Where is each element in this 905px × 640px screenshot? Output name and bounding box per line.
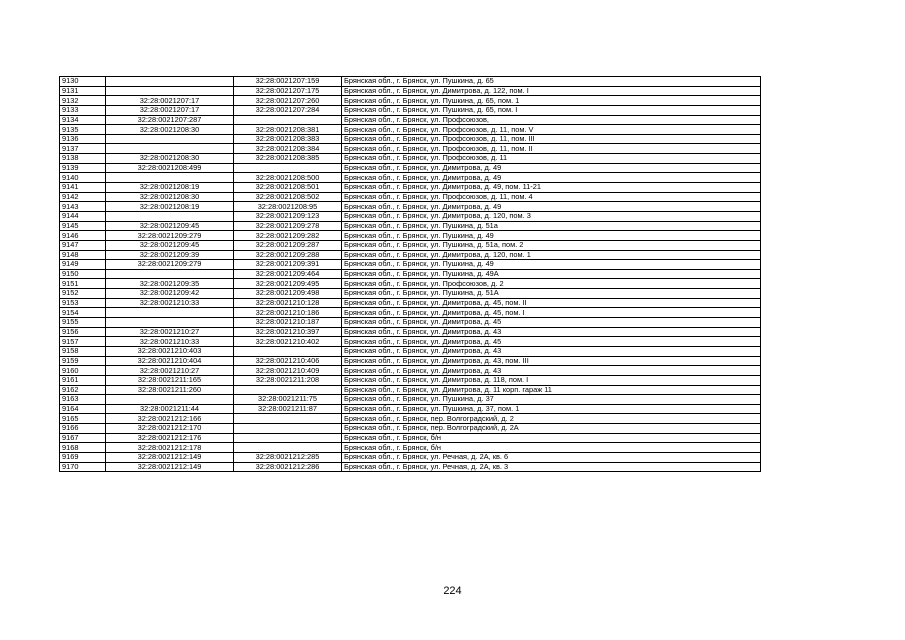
table-row: [60, 433, 761, 443]
parcel-number-cell: [106, 318, 234, 328]
table-row: [60, 452, 761, 462]
row-number-cell: 9146: [60, 231, 106, 241]
address-cell: Брянская обл., г. Брянск, ул. Пушкина, д. 65: [342, 77, 761, 87]
table-row: [60, 173, 761, 183]
table-row: [60, 77, 761, 87]
object-number-cell: 32:28:0021208:500: [234, 173, 342, 183]
row-number-cell: 9151: [60, 279, 106, 289]
row-number-cell: 9156: [60, 327, 106, 337]
parcel-number-cell: [106, 86, 234, 96]
table-row: [60, 366, 761, 376]
object-number-cell: 32:28:0021210:186: [234, 308, 342, 318]
object-number-cell: 32:28:0021212:285: [234, 452, 342, 462]
address-cell: Брянская обл., г. Брянск, ул. Профсоюзов, д. 11, пом. V: [342, 125, 761, 135]
parcel-number-cell: 32:28:0021211:165: [106, 375, 234, 385]
address-cell: Брянская обл., г. Брянск, ул. Профсоюзов,: [342, 115, 761, 125]
object-number-cell: 32:28:0021210:397: [234, 327, 342, 337]
row-number-cell: 9165: [60, 414, 106, 424]
parcel-number-cell: 32:28:0021212:166: [106, 414, 234, 424]
object-number-cell: 32:28:0021209:391: [234, 260, 342, 270]
parcel-number-cell: 32:28:0021208:499: [106, 163, 234, 173]
parcel-number-cell: 32:28:0021207:17: [106, 96, 234, 106]
parcel-number-cell: 32:28:0021209:42: [106, 289, 234, 299]
object-number-cell: 32:28:0021207:159: [234, 77, 342, 87]
object-number-cell: [234, 385, 342, 395]
address-cell: Брянская обл., г. Брянск, б/н: [342, 443, 761, 453]
object-number-cell: 32:28:0021212:286: [234, 462, 342, 472]
address-cell: Брянская обл., г. Брянск, ул. Димитрова, д. 45: [342, 318, 761, 328]
row-number-cell: 9137: [60, 144, 106, 154]
table-row: [60, 395, 761, 405]
address-cell: Брянская обл., г. Брянск, ул. Димитрова, д. 49: [342, 173, 761, 183]
address-cell: Брянская обл., г. Брянск, ул. Димитрова, д. 43, пом. III: [342, 356, 761, 366]
object-number-cell: [234, 433, 342, 443]
row-number-cell: 9140: [60, 173, 106, 183]
table-row: [60, 327, 761, 337]
table-row: [60, 250, 761, 260]
parcel-number-cell: 32:28:0021210:33: [106, 337, 234, 347]
row-number-cell: 9138: [60, 154, 106, 164]
object-number-cell: 32:28:0021207:260: [234, 96, 342, 106]
table-row: [60, 221, 761, 231]
address-cell: Брянская обл., г. Брянск, ул. Речная, д. 2А, кв. 3: [342, 462, 761, 472]
address-cell: Брянская обл., г. Брянск, ул. Димитрова, д. 45: [342, 337, 761, 347]
parcel-number-cell: [106, 211, 234, 221]
object-number-cell: 32:28:0021209:498: [234, 289, 342, 299]
row-number-cell: 9132: [60, 96, 106, 106]
table-row: [60, 134, 761, 144]
object-number-cell: 32:28:0021209:464: [234, 269, 342, 279]
row-number-cell: 9170: [60, 462, 106, 472]
object-number-cell: 32:28:0021209:287: [234, 240, 342, 250]
table-row: [60, 86, 761, 96]
parcel-number-cell: 32:28:0021209:39: [106, 250, 234, 260]
parcel-number-cell: 32:28:0021208:19: [106, 202, 234, 212]
parcel-number-cell: [106, 269, 234, 279]
table-row: [60, 105, 761, 115]
address-cell: Брянская обл., г. Брянск, ул. Пушкина, д. 49А: [342, 269, 761, 279]
address-cell: Брянская обл., г. Брянск, ул. Димитрова, д. 49: [342, 202, 761, 212]
address-cell: Брянская обл., г. Брянск, ул. Пушкина, д. 51А: [342, 289, 761, 299]
object-number-cell: [234, 115, 342, 125]
table-row: [60, 375, 761, 385]
row-number-cell: 9161: [60, 375, 106, 385]
parcel-number-cell: [106, 134, 234, 144]
table-row: [60, 462, 761, 472]
parcel-number-cell: 32:28:0021212:149: [106, 462, 234, 472]
address-cell: Брянская обл., г. Брянск, ул. Димитрова, д. 45, пом. II: [342, 298, 761, 308]
table-row: [60, 424, 761, 434]
table-row: [60, 125, 761, 135]
address-cell: Брянская обл., г. Брянск, ул. Димитрова, д. 118, пом. I: [342, 375, 761, 385]
row-number-cell: 9145: [60, 221, 106, 231]
table-row: [60, 279, 761, 289]
object-number-cell: 32:28:0021207:284: [234, 105, 342, 115]
parcel-number-cell: [106, 144, 234, 154]
row-number-cell: 9131: [60, 86, 106, 96]
parcel-number-cell: 32:28:0021210:27: [106, 366, 234, 376]
row-number-cell: 9150: [60, 269, 106, 279]
address-cell: Брянская обл., г. Брянск, ул. Пушкина, д. 37, пом. 1: [342, 404, 761, 414]
object-number-cell: 32:28:0021210:409: [234, 366, 342, 376]
object-number-cell: 32:28:0021209:282: [234, 231, 342, 241]
row-number-cell: 9141: [60, 183, 106, 193]
address-cell: Брянская обл., г. Брянск, ул. Профсоюзов, д. 11, пом. II: [342, 144, 761, 154]
address-cell: Брянская обл., г. Брянск, ул. Профсоюзов, д. 11, пом. 4: [342, 192, 761, 202]
object-number-cell: 32:28:0021211:75: [234, 395, 342, 405]
table-row: [60, 298, 761, 308]
parcel-number-cell: 32:28:0021212:149: [106, 452, 234, 462]
parcel-number-cell: 32:28:0021208:30: [106, 154, 234, 164]
table-row: [60, 414, 761, 424]
row-number-cell: 9159: [60, 356, 106, 366]
object-number-cell: [234, 163, 342, 173]
object-number-cell: [234, 414, 342, 424]
parcel-number-cell: 32:28:0021211:260: [106, 385, 234, 395]
object-number-cell: 32:28:0021210:187: [234, 318, 342, 328]
address-cell: Брянская обл., г. Брянск, ул. Пушкина, д. 37: [342, 395, 761, 405]
object-number-cell: 32:28:0021209:288: [234, 250, 342, 260]
table-row: [60, 115, 761, 125]
object-number-cell: 32:28:0021208:95: [234, 202, 342, 212]
address-cell: Брянская обл., г. Брянск, ул. Речная, д. 2А, кв. 6: [342, 452, 761, 462]
registry-table-body: [60, 77, 761, 472]
address-cell: Брянская обл., г. Брянск, ул. Димитрова, д. 11 корп. гараж 11: [342, 385, 761, 395]
parcel-number-cell: 32:28:0021212:170: [106, 424, 234, 434]
parcel-number-cell: 32:28:0021210:33: [106, 298, 234, 308]
row-number-cell: 9144: [60, 211, 106, 221]
row-number-cell: 9168: [60, 443, 106, 453]
address-cell: Брянская обл., г. Брянск, ул. Димитрова, д. 43: [342, 346, 761, 356]
table-row: [60, 308, 761, 318]
object-number-cell: 32:28:0021208:385: [234, 154, 342, 164]
object-number-cell: 32:28:0021209:278: [234, 221, 342, 231]
parcel-number-cell: 32:28:0021210:403: [106, 346, 234, 356]
row-number-cell: 9164: [60, 404, 106, 414]
parcel-number-cell: 32:28:0021212:178: [106, 443, 234, 453]
parcel-number-cell: 32:28:0021209:45: [106, 240, 234, 250]
object-number-cell: 32:28:0021210:402: [234, 337, 342, 347]
parcel-number-cell: [106, 395, 234, 405]
table-row: [60, 443, 761, 453]
table-row: [60, 96, 761, 106]
row-number-cell: 9169: [60, 452, 106, 462]
row-number-cell: 9153: [60, 298, 106, 308]
address-cell: Брянская обл., г. Брянск, ул. Димитрова, д. 45, пом. I: [342, 308, 761, 318]
parcel-number-cell: 32:28:0021211:44: [106, 404, 234, 414]
object-number-cell: [234, 346, 342, 356]
table-row: [60, 163, 761, 173]
table-row: [60, 318, 761, 328]
parcel-number-cell: 32:28:0021208:30: [106, 192, 234, 202]
parcel-number-cell: 32:28:0021208:30: [106, 125, 234, 135]
table-row: [60, 346, 761, 356]
object-number-cell: 32:28:0021208:384: [234, 144, 342, 154]
row-number-cell: 9157: [60, 337, 106, 347]
cadastral-registry-table: [59, 76, 761, 472]
parcel-number-cell: 32:28:0021208:19: [106, 183, 234, 193]
address-cell: Брянская обл., г. Брянск, ул. Димитрова, д. 49, пом. 11-21: [342, 183, 761, 193]
object-number-cell: 32:28:0021211:87: [234, 404, 342, 414]
table-row: [60, 231, 761, 241]
object-number-cell: 32:28:0021207:175: [234, 86, 342, 96]
parcel-number-cell: [106, 173, 234, 183]
address-cell: Брянская обл., г. Брянск, пер. Волгоградский, д. 2А: [342, 424, 761, 434]
table-row: [60, 240, 761, 250]
table-row: [60, 385, 761, 395]
parcel-number-cell: [106, 308, 234, 318]
row-number-cell: 9130: [60, 77, 106, 87]
address-cell: Брянская обл., г. Брянск, ул. Димитрова, д. 122, пом. I: [342, 86, 761, 96]
address-cell: Брянская обл., г. Брянск, ул. Пушкина, д. 65, пом. 1: [342, 96, 761, 106]
object-number-cell: [234, 424, 342, 434]
object-number-cell: 32:28:0021208:501: [234, 183, 342, 193]
row-number-cell: 9136: [60, 134, 106, 144]
parcel-number-cell: 32:28:0021209:35: [106, 279, 234, 289]
address-cell: Брянская обл., г. Брянск, ул. Пушкина, д. 51а, пом. 2: [342, 240, 761, 250]
parcel-number-cell: 32:28:0021207:17: [106, 105, 234, 115]
row-number-cell: 9143: [60, 202, 106, 212]
address-cell: Брянская обл., г. Брянск, ул. Пушкина, д. 49: [342, 260, 761, 270]
parcel-number-cell: [106, 77, 234, 87]
page-number: 224: [443, 585, 462, 597]
row-number-cell: 9154: [60, 308, 106, 318]
parcel-number-cell: 32:28:0021209:279: [106, 231, 234, 241]
table-row: [60, 289, 761, 299]
table-row: [60, 192, 761, 202]
address-cell: Брянская обл., г. Брянск, ул. Димитрова, д. 43: [342, 366, 761, 376]
address-cell: Брянская обл., г. Брянск, ул. Пушкина, д. 51а: [342, 221, 761, 231]
table-row: [60, 356, 761, 366]
row-number-cell: 9163: [60, 395, 106, 405]
table-row: [60, 269, 761, 279]
table-row: [60, 202, 761, 212]
object-number-cell: 32:28:0021210:406: [234, 356, 342, 366]
row-number-cell: 9134: [60, 115, 106, 125]
address-cell: Брянская обл., г. Брянск, ул. Димитрова, д. 49: [342, 163, 761, 173]
object-number-cell: 32:28:0021209:495: [234, 279, 342, 289]
object-number-cell: 32:28:0021208:502: [234, 192, 342, 202]
table-row: [60, 183, 761, 193]
address-cell: Брянская обл., г. Брянск, ул. Пушкина, д. 65, пом. I: [342, 105, 761, 115]
row-number-cell: 9155: [60, 318, 106, 328]
parcel-number-cell: 32:28:0021209:45: [106, 221, 234, 231]
address-cell: Брянская обл., г. Брянск, ул. Димитрова, д. 120, пом. 1: [342, 250, 761, 260]
table-row: [60, 154, 761, 164]
address-cell: Брянская обл., г. Брянск, ул. Димитрова, д. 43: [342, 327, 761, 337]
row-number-cell: 9158: [60, 346, 106, 356]
parcel-number-cell: 32:28:0021212:176: [106, 433, 234, 443]
address-cell: Брянская обл., г. Брянск, ул. Пушкина, д. 49: [342, 231, 761, 241]
object-number-cell: [234, 443, 342, 453]
address-cell: Брянская обл., г. Брянск, б/н: [342, 433, 761, 443]
row-number-cell: 9148: [60, 250, 106, 260]
parcel-number-cell: 32:28:0021209:279: [106, 260, 234, 270]
object-number-cell: 32:28:0021210:128: [234, 298, 342, 308]
parcel-number-cell: 32:28:0021210:27: [106, 327, 234, 337]
table-row: [60, 337, 761, 347]
row-number-cell: 9160: [60, 366, 106, 376]
object-number-cell: 32:28:0021209:123: [234, 211, 342, 221]
row-number-cell: 9147: [60, 240, 106, 250]
row-number-cell: 9162: [60, 385, 106, 395]
table-row: [60, 260, 761, 270]
table-row: [60, 211, 761, 221]
table-row: [60, 144, 761, 154]
row-number-cell: 9149: [60, 260, 106, 270]
row-number-cell: 9167: [60, 433, 106, 443]
row-number-cell: 9166: [60, 424, 106, 434]
table-row: [60, 404, 761, 414]
address-cell: Брянская обл., г. Брянск, ул. Димитрова, д. 120, пом. 3: [342, 211, 761, 221]
object-number-cell: 32:28:0021211:208: [234, 375, 342, 385]
row-number-cell: 9139: [60, 163, 106, 173]
address-cell: Брянская обл., г. Брянск, ул. Профсоюзов, д. 2: [342, 279, 761, 289]
parcel-number-cell: 32:28:0021207:287: [106, 115, 234, 125]
row-number-cell: 9142: [60, 192, 106, 202]
parcel-number-cell: 32:28:0021210:404: [106, 356, 234, 366]
row-number-cell: 9133: [60, 105, 106, 115]
address-cell: Брянская обл., г. Брянск, ул. Профсоюзов, д. 11: [342, 154, 761, 164]
row-number-cell: 9152: [60, 289, 106, 299]
row-number-cell: 9135: [60, 125, 106, 135]
object-number-cell: 32:28:0021208:383: [234, 134, 342, 144]
address-cell: Брянская обл., г. Брянск, пер. Волгоградский, д. 2: [342, 414, 761, 424]
address-cell: Брянская обл., г. Брянск, ул. Профсоюзов, д. 11, пом. III: [342, 134, 761, 144]
object-number-cell: 32:28:0021208:381: [234, 125, 342, 135]
